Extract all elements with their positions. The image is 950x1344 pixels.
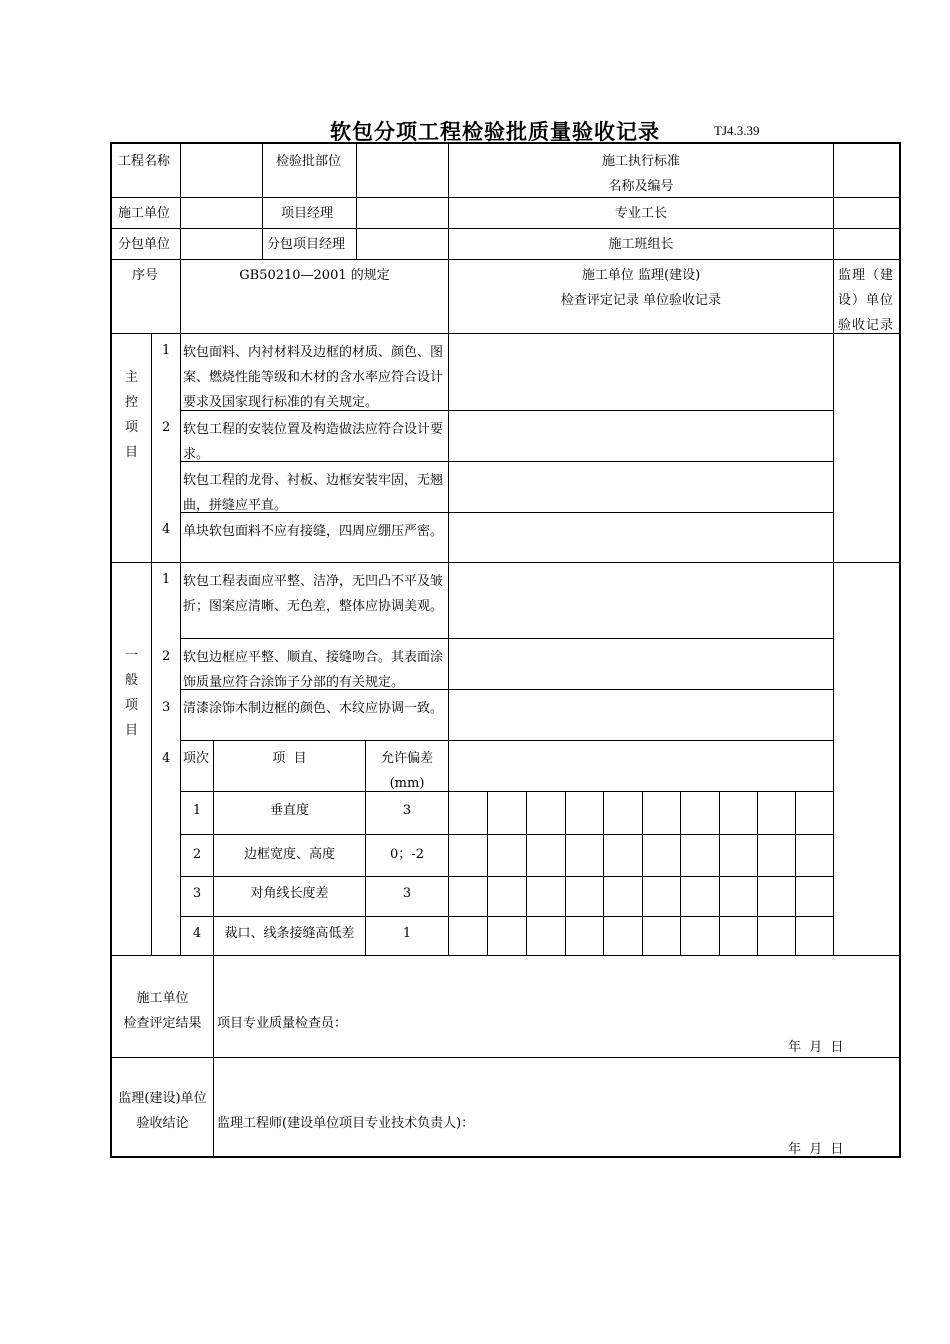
grid-line: [642, 791, 643, 955]
supervisor-conclusion-label-1: 监理(建设)单位: [118, 1091, 207, 1106]
grid-line: [757, 791, 758, 955]
label-sub-manager: 分包项目经理: [267, 237, 346, 252]
main-item-text: 软包工程的安装位置及构造做法应符合设计要求。: [183, 422, 444, 462]
label-subcontractor: 分包单位: [118, 237, 171, 252]
section-general-label-3: 项: [125, 698, 139, 713]
main-item-text: 软包面料、内衬材料及边框的材质、颜色、图案、燃烧性能等级和木材的含水率应符合设计要求及国家现行标准的有关规定。: [183, 345, 444, 410]
grid-line: [181, 916, 834, 917]
deviation-col-tolerance-1: 允许偏差: [380, 751, 433, 766]
col-check-line2: 检查评定记录 单位验收记录: [560, 293, 722, 308]
date-field: 年 月 日: [788, 1040, 844, 1055]
deviation-row-tolerance: 3: [402, 803, 412, 818]
col-check-line1: 施工单位 监理(建设): [581, 268, 701, 283]
grid-line: [680, 791, 681, 955]
label-standard-line1: 施工执行标准: [601, 154, 680, 169]
contractor-result-label-2: 检查评定结果: [123, 1016, 202, 1031]
deviation-row-item: 垂直度: [269, 803, 309, 818]
general-item-num: 1: [162, 572, 171, 587]
label-project-manager: 项目经理: [281, 206, 334, 221]
general-item-num: 4: [162, 751, 171, 766]
section-main-label-2: 控: [125, 395, 139, 410]
deviation-row-index: 2: [192, 847, 202, 862]
label-inspection-part: 检验批部位: [276, 154, 342, 169]
grid-line: [795, 791, 796, 955]
deviation-row-item: 裁口、线条接缝高低差: [224, 926, 355, 941]
main-item-text: 单块软包面料不应有接缝，四周应绷压严密。: [183, 524, 444, 539]
deviation-row-tolerance: 1: [402, 926, 412, 941]
label-team-leader: 施工班组长: [608, 237, 674, 252]
grid-line: [262, 144, 263, 259]
deviation-col-tolerance-2: (mm): [389, 776, 425, 791]
supervising-engineer-field: 监理工程师(建设单位项目专业技术负责人)：: [217, 1116, 475, 1131]
main-item-num: 1: [162, 343, 171, 358]
grid-line: [719, 791, 720, 955]
grid-line: [112, 228, 899, 229]
section-general-label-1: 一: [125, 648, 139, 663]
general-item-num: 2: [162, 649, 171, 664]
label-foreman: 专业工长: [614, 206, 667, 221]
grid-line: [181, 638, 834, 639]
main-item-num: 2: [162, 420, 171, 435]
grid-line: [603, 791, 604, 955]
grid-line: [181, 791, 834, 792]
section-general-label-2: 般: [125, 673, 139, 688]
deviation-col-index: 项次: [183, 751, 210, 766]
general-item-text: 软包工程表面应平整、洁净，无凹凸不平及皱折；图案应清晰、无色差，整体应协调美观。: [183, 574, 444, 614]
deviation-row-index: 3: [192, 886, 202, 901]
contractor-result-label-1: 施工单位: [136, 991, 189, 1006]
deviation-row-index: 4: [192, 926, 202, 941]
col-seq: 序号: [132, 268, 159, 283]
grid-line: [112, 955, 899, 956]
grid-line: [112, 259, 899, 260]
label-standard-line2: 名称及编号: [608, 179, 674, 194]
label-contractor: 施工单位: [118, 206, 171, 221]
grid-line: [565, 791, 566, 955]
date-field: 年 月 日: [788, 1142, 844, 1157]
section-main-label-3: 项: [125, 420, 139, 435]
grid-line: [181, 740, 834, 741]
deviation-row-index: 1: [192, 803, 202, 818]
quality-inspector-field: 项目专业质量检查员：: [217, 1016, 348, 1031]
grid-line: [181, 876, 834, 877]
general-item-text: 清漆涂饰木制边框的颜色、木纹应协调一致。: [183, 701, 444, 716]
general-item-num: 3: [162, 700, 171, 715]
grid-line: [356, 144, 357, 259]
deviation-row-tolerance: 3: [402, 886, 412, 901]
grid-line: [181, 834, 834, 835]
section-main-label-4: 目: [125, 445, 139, 460]
col-supervision: 监理（建设）单位验收记录: [838, 268, 895, 333]
deviation-row-tolerance: 0；-2: [390, 847, 424, 862]
deviation-row-item: 边框宽度、高度: [243, 847, 335, 862]
deviation-col-item: 项 目: [272, 751, 307, 766]
grid-line: [180, 144, 181, 333]
grid-line: [487, 791, 488, 955]
main-item-num: 4: [162, 522, 171, 537]
form-code: TJ4.3.39: [714, 123, 760, 138]
supervisor-conclusion-label-2: 验收结论: [136, 1116, 189, 1131]
col-spec: GB50210—2001 的规定: [239, 268, 390, 283]
grid-line: [112, 333, 899, 334]
deviation-row-item: 对角线长度差: [250, 886, 329, 901]
grid-line: [833, 144, 834, 955]
grid-line: [112, 1057, 899, 1058]
inspection-form: [110, 142, 901, 1158]
grid-line: [526, 791, 527, 955]
label-project-name: 工程名称: [118, 154, 171, 169]
grid-line: [151, 333, 152, 955]
main-item-text: 软包工程的龙骨、衬板、边框安装牢固，无翘曲，拼缝应平直。: [183, 473, 444, 513]
section-main-label-1: 主: [125, 370, 139, 385]
page-title: 软包分项工程检验批质量验收记录: [330, 120, 660, 144]
grid-line: [112, 562, 899, 563]
section-general-label-4: 目: [125, 723, 139, 738]
grid-line: [213, 955, 214, 1156]
general-item-text: 软包边框应平整、顺直、接缝吻合。其表面涂饰质量应符合涂饰子分部的有关规定。: [183, 650, 444, 690]
